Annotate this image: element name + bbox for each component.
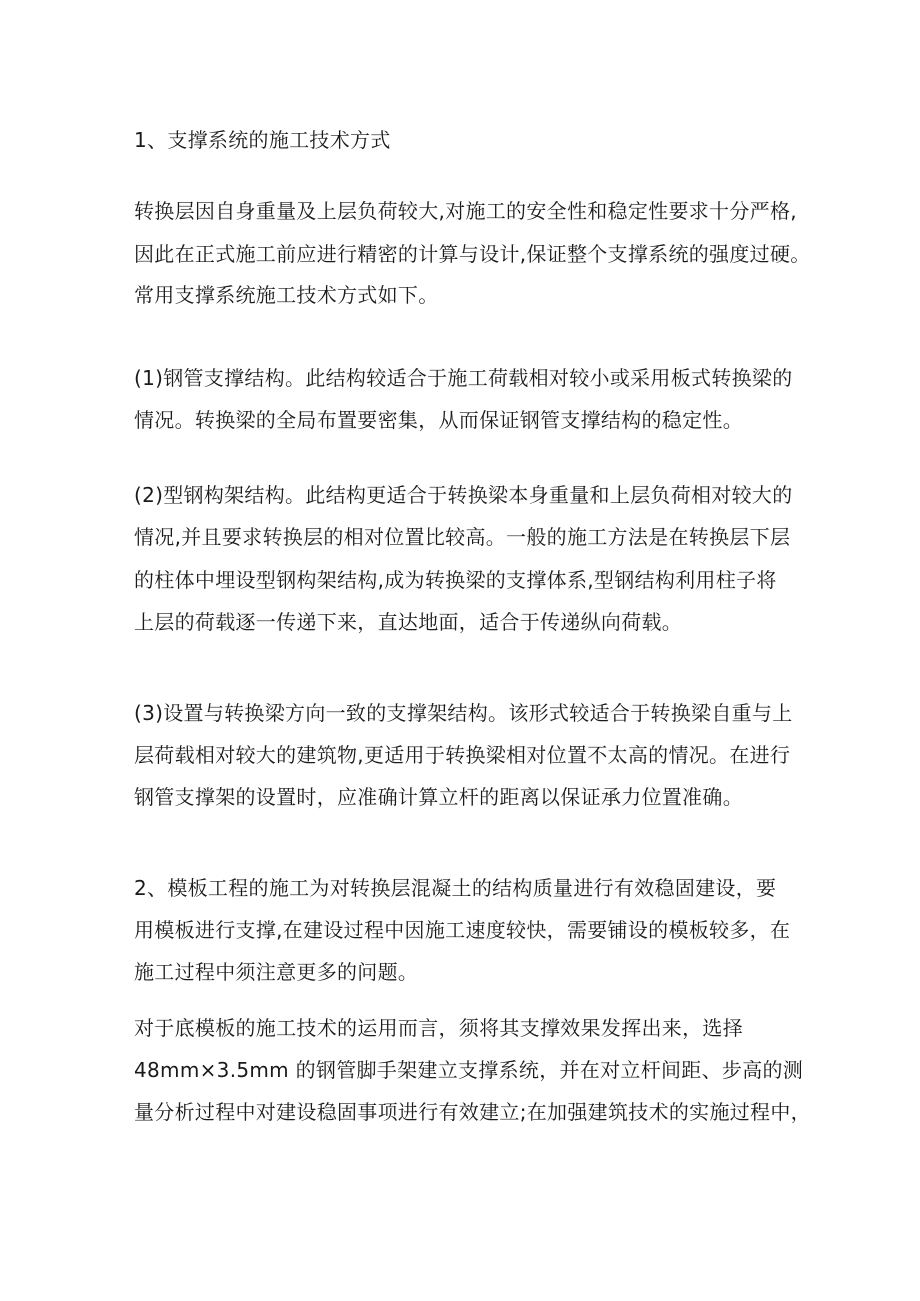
section-1-heading: 1、支撑系统的施工技术方式	[134, 128, 391, 152]
paragraph-line: 常用支撑系统施工技术方式如下。	[134, 283, 439, 307]
paragraph-line: 情况,并且要求转换层的相对位置比较高。一般的施工方法是在转换层下层	[134, 525, 791, 549]
paragraph-line: 量分析过程中对建设稳固事项进行有效建立;在加强建筑技术的实施过程中，	[134, 1100, 811, 1124]
section-2-paragraph	[134, 876, 814, 984]
paragraph-line: (1)钢管支撑结构。此结构较适合于施工荷载相对较小或采用板式转换梁的	[134, 366, 793, 390]
paragraph-line: 用模板进行支撑,在建设过程中因施工速度较快，需要铺设的模板较多，在	[134, 918, 791, 942]
paragraph-line: 48mm×3.5mm 的钢管脚手架建立支撑系统，并在对立杆间距、步高的测	[134, 1058, 804, 1082]
paragraph-line: (3)设置与转换梁方向一致的支撑架结构。该形式较适合于转换梁自重与上	[134, 701, 793, 725]
paragraph-line: 施工过程中须注意更多的问题。	[134, 960, 419, 984]
item-1-paragraph	[134, 366, 814, 432]
paragraph-line: 钢管支撑架的设置时，应准确计算立杆的距离以保证承力位置准确。	[134, 785, 743, 809]
paragraph-line: 情况。转换梁的全局布置要密集，从而保证钢管支撑结构的稳定性。	[134, 408, 743, 432]
paragraph-line: 对于底模板的施工技术的运用而言，须将其支撑效果发挥出来，选择	[134, 1016, 743, 1040]
last-paragraph	[134, 1016, 814, 1124]
paragraph-line: 的柱体中埋设型钢构架结构,成为转换梁的支撑体系,型钢结构利用柱子将	[134, 568, 777, 592]
intro-paragraph	[134, 199, 814, 307]
section-1-heading-block	[134, 128, 814, 152]
item-2-paragraph	[134, 483, 814, 634]
paragraph-line: (2)型钢构架结构。此结构更适合于转换梁本身重量和上层负荷相对较大的	[134, 483, 793, 507]
paragraph-line: 上层的荷载逐一传递下来，直达地面，适合于传递纵向荷载。	[134, 610, 683, 634]
item-3-paragraph	[134, 701, 814, 809]
paragraph-line: 层荷载相对较大的建筑物,更适用于转换梁相对位置不太高的情况。在进行	[134, 743, 791, 767]
paragraph-line: 2、模板工程的施工为对转换层混凝土的结构质量进行有效稳固建设，要	[134, 876, 777, 900]
paragraph-line: 因此在正式施工前应进行精密的计算与设计,保证整个支撑系统的强度过硬。	[134, 242, 811, 266]
paragraph-line: 转换层因自身重量及上层负荷较大,对施工的安全性和稳定性要求十分严格,	[134, 199, 797, 223]
